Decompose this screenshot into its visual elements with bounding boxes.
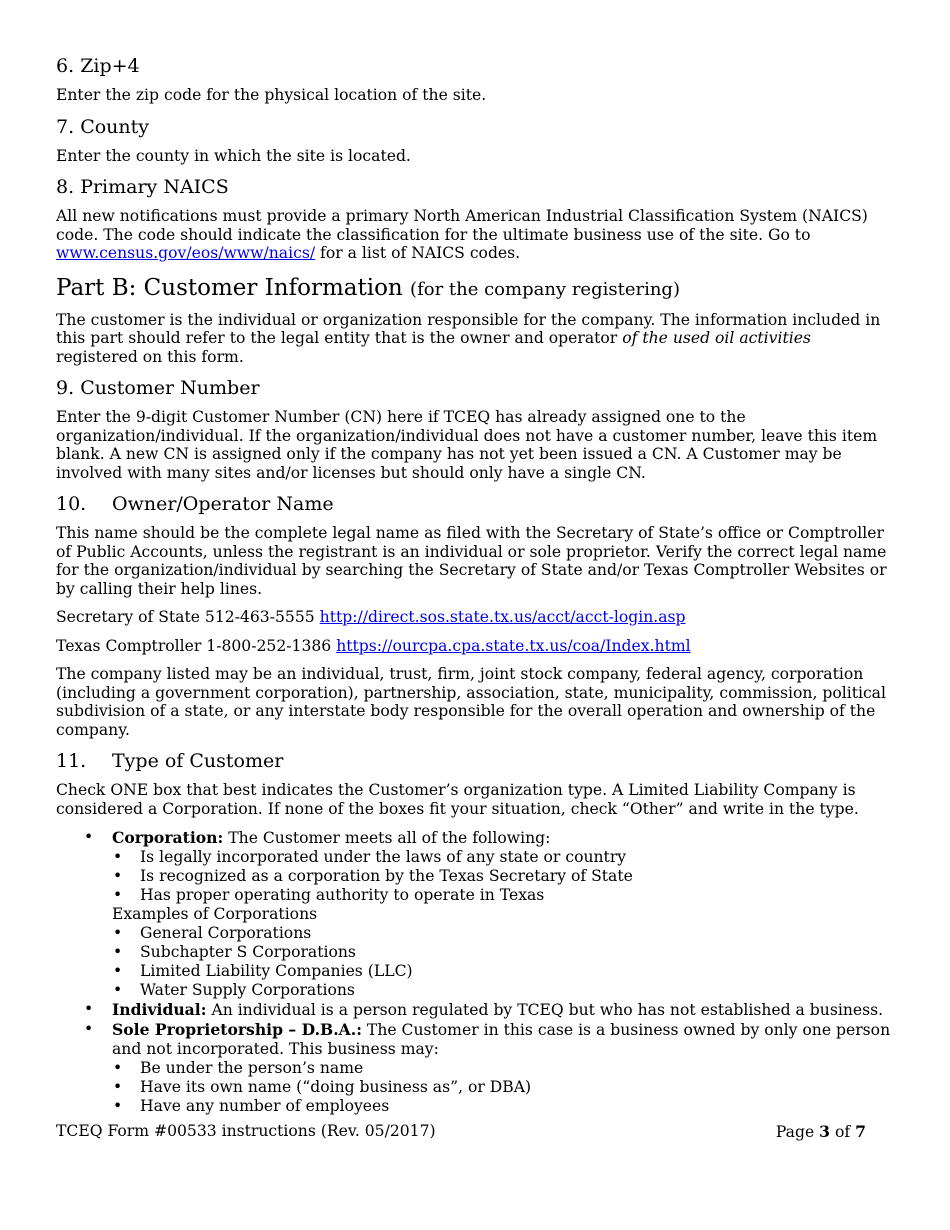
part-heading	[56, 273, 896, 305]
section-body: This name should be the complete legal name as filed with the Secretary of State’s office or Comptroller of Public Accounts, unless the registrant is an individual or sole proprietor. Verify the correct legal name for the organization/individual by searching the Secretary of State and/or Texas Comptroller Websites or by calling their help lines.	[56, 524, 887, 598]
naics-link[interactable]: www.census.gov/eos/www/naics/	[56, 244, 316, 262]
section-heading	[56, 175, 896, 199]
section-body: Enter the zip code for the physical location of the site.	[56, 86, 487, 104]
section-heading	[56, 749, 896, 773]
section-number: 10.	[56, 493, 87, 515]
corporation-examples	[112, 924, 896, 1000]
list-item: • General Corporations	[112, 924, 896, 943]
section-customer-number	[56, 376, 896, 482]
page-number	[776, 1122, 866, 1141]
part-body	[56, 311, 896, 367]
list-item: • Is legally incorporated under the laws of any state or country	[112, 848, 896, 867]
section-county	[56, 115, 896, 166]
section-number: 11.	[56, 750, 87, 772]
section-heading	[56, 376, 896, 400]
page-footer	[56, 1122, 866, 1141]
sos-label: Secretary of State 512-463-5555	[56, 608, 315, 626]
list-item: • Water Supply Corporations	[112, 981, 896, 1000]
sole-proprietorship-label: Sole Proprietorship – D.B.A.:	[112, 1020, 362, 1039]
individual-text: An individual is a person regulated by TCEQ but who has not established a business.	[211, 1001, 884, 1019]
section-owner-operator	[56, 492, 896, 739]
page-prefix: Page	[775, 1123, 815, 1141]
section-zip	[56, 54, 896, 105]
part-b	[56, 273, 896, 367]
section-title: Owner/Operator Name	[112, 493, 334, 515]
comptroller-label: Texas Comptroller 1-800-252-1386	[56, 636, 332, 655]
corporation-label: Corporation:	[112, 828, 224, 847]
sos-line	[56, 608, 896, 627]
comptroller-link[interactable]: https://ourcpa.cpa.state.tx.us/coa/Index.html	[336, 636, 691, 655]
document-page	[56, 54, 896, 1118]
part-body-text-after: registered on this form.	[56, 347, 244, 366]
list-item: • Is recognized as a corporation by the Texas Secretary of State	[112, 867, 896, 886]
section-title: County	[80, 115, 150, 138]
section-body: Enter the 9-digit Customer Number (CN) here if TCEQ has already assigned one to the organization/individual. If the organization/individual does not have a customer number, leave this item blank. A new CN is assigned only if the company has not yet been issued a CN. A Customer may be involved with many sites and/or licenses but should only have a single CN.	[56, 408, 878, 482]
section-number: 9.	[56, 377, 75, 399]
section-title: Customer Number	[80, 377, 260, 399]
list-item: • Be under the person’s name	[112, 1059, 896, 1078]
section-heading	[56, 54, 896, 78]
list-item-corporation	[56, 828, 896, 1000]
section-heading	[56, 115, 896, 139]
list-item: • Has proper operating authority to operate in Texas	[112, 886, 896, 905]
section-naics	[56, 175, 896, 263]
section-body: Enter the county in which the site is located.	[56, 146, 411, 165]
list-item: • Have its own name (“doing business as”, or DBA)	[112, 1078, 896, 1097]
customer-type-list	[56, 828, 896, 1116]
section-body	[56, 207, 896, 263]
list-item-sole-proprietorship	[56, 1020, 896, 1116]
section-number: 8.	[56, 176, 75, 198]
corporation-text: The Customer meets all of the following:	[228, 829, 551, 847]
form-id: TCEQ Form #00533 instructions (Rev. 05/2017)	[56, 1122, 436, 1140]
naics-text: All new notifications must provide a primary North American Industrial Classification System (NAICS) code. The code should indicate the classification for the ultimate business use of the site. Go to	[56, 207, 868, 244]
part-body-emphasis: of the used oil activities	[622, 329, 811, 347]
individual-label: Individual:	[112, 1000, 207, 1019]
comptroller-line	[56, 637, 896, 656]
section-body-2: The company listed may be an individual, trust, firm, joint stock company, federal agency, corporation (including a government corporation), partnership, association, state, municipality, commission, political subdivision of a state, or any interstate body responsible for the overall operation and ownership of the company.	[56, 665, 886, 739]
page-of: of	[835, 1123, 851, 1141]
list-item: • Subchapter S Corporations	[112, 943, 896, 962]
section-title: Type of Customer	[112, 750, 284, 772]
section-customer-type	[56, 749, 896, 1116]
corporation-requirements	[112, 848, 896, 905]
sole-proprietorship-text: The Customer in this case is a business owned by only one person and not incorporated. This business may:	[112, 1021, 891, 1058]
current-page: 3	[819, 1122, 831, 1141]
part-subtitle: (for the company registering)	[410, 278, 680, 300]
section-number: 6.	[56, 55, 75, 77]
total-pages: 7	[855, 1122, 866, 1141]
list-item: • Have any number of employees	[112, 1097, 896, 1116]
section-number: 7.	[56, 115, 75, 138]
part-body-text: The customer is the individual or organization responsible for the company. The information included in this part should refer to the legal entity that is the owner and operator	[56, 310, 881, 347]
section-title: Primary NAICS	[80, 176, 229, 198]
section-body: Check ONE box that best indicates the Customer’s organization type. A Limited Liability Company is considered a Corporation. If none of the boxes fit your situation, check “Other” and write in the type.	[56, 781, 859, 818]
sos-link[interactable]: http://direct.sos.state.tx.us/acct/acct-login.asp	[319, 608, 686, 626]
part-title: Part B: Customer Information	[56, 274, 403, 301]
list-item: • Limited Liability Companies (LLC)	[112, 962, 896, 981]
naics-text-after: for a list of NAICS codes.	[320, 244, 521, 262]
corporation-examples-label: Examples of Corporations	[112, 905, 318, 923]
list-item-individual	[56, 1000, 896, 1020]
section-heading	[56, 492, 896, 516]
section-title: Zip+4	[80, 55, 140, 77]
sole-proprietorship-items	[112, 1059, 896, 1116]
